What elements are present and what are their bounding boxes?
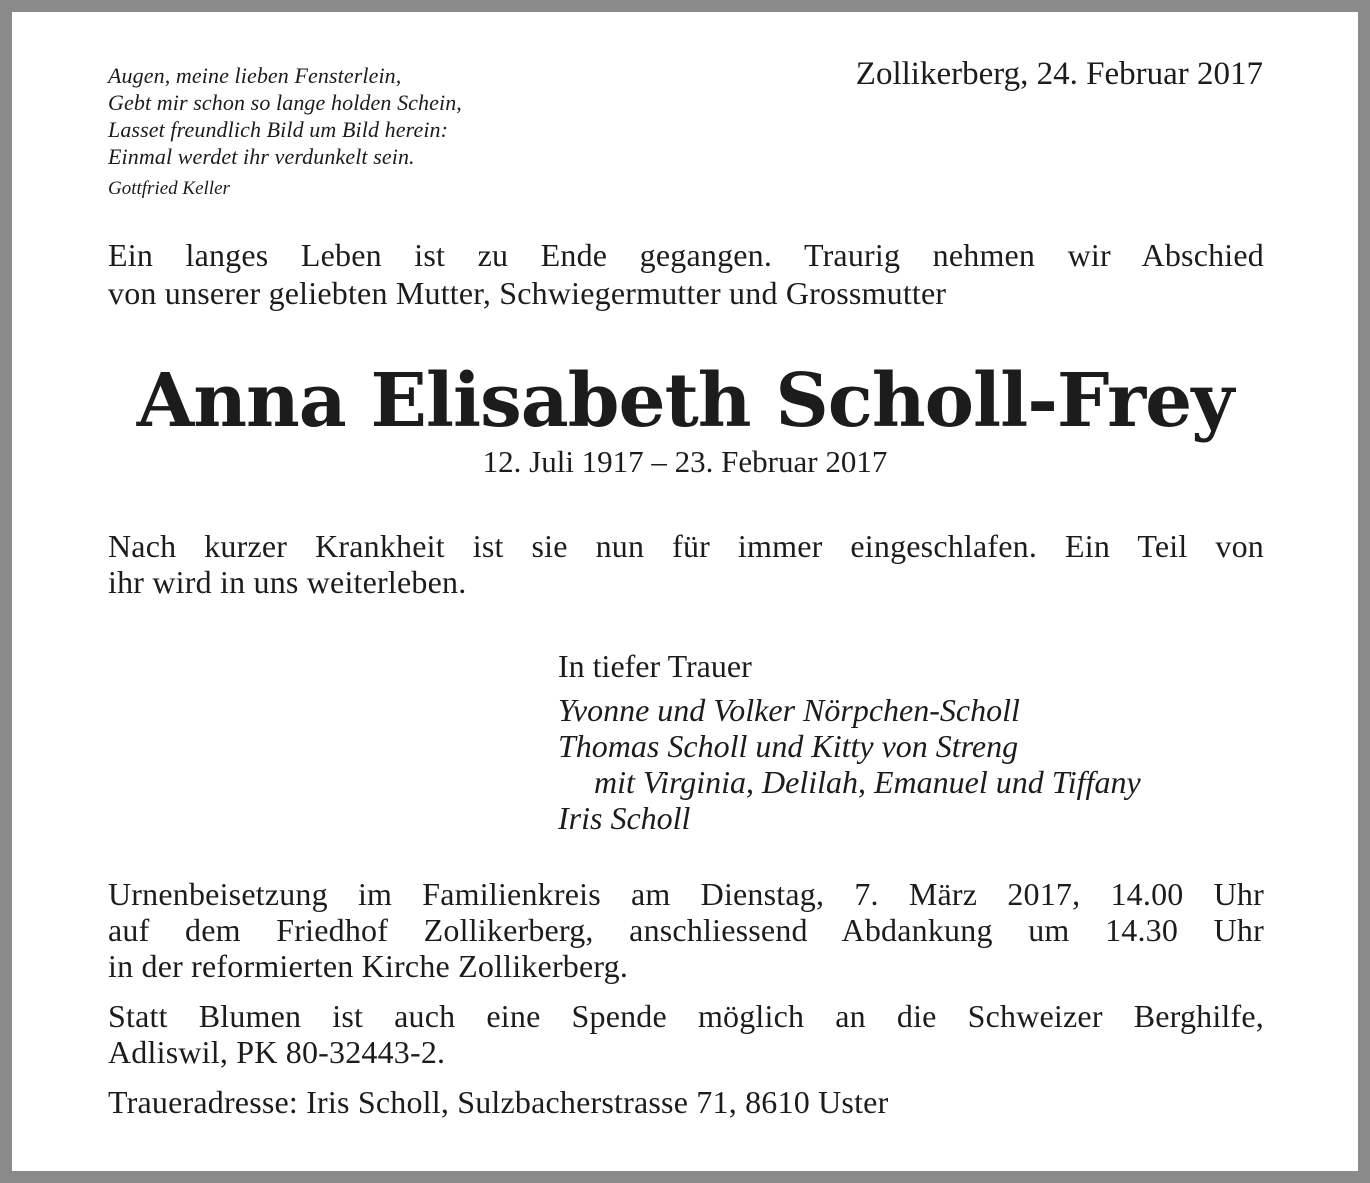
poem-line: Augen, meine lieben Fensterlein, [108,63,402,88]
burial-paragraph [108,876,1264,984]
paragraph-line: Urnenbeisetzung im Familienkreis am Dienstag, 7. März 2017, 14.00 Uhr [108,876,1264,912]
paragraph-line: Statt Blumen ist auch eine Spende möglich an die Schweizer Berghilfe, [108,998,1264,1034]
paragraph-line: Nach kurzer Krankheit ist sie nun für immer eingeschlafen. Ein Teil von [108,528,1264,564]
poem-author: Gottfried Keller [108,178,230,199]
place-date: Zollikerberg, 24. Februar 2017 [855,56,1263,92]
poem-line: Gebt mir schon so lange holden Schein, [108,90,462,115]
intro-text [108,236,1264,312]
paragraph-line: in der reformierten Kirche Zollikerberg. [108,948,629,984]
mourner-name: mit Virginia, Delilah, Emanuel und Tiffany [594,764,1141,800]
obituary-notice [12,12,1358,1171]
mourner-name: Iris Scholl [558,800,691,836]
paragraph-line: Adliswil, PK 80-32443-2. [108,1034,446,1070]
lifespan-dates: 12. Juli 1917 – 23. Februar 2017 [482,444,888,479]
poem-line: Lasset freundlich Bild um Bild herein: [108,117,449,142]
intro-line: von unserer geliebten Mutter, Schwiegermutter und Grossmutter [108,275,947,311]
mourners-block [558,646,1141,836]
deceased-name: Anna Elisabeth Scholl-Frey [136,358,1234,444]
poem-line: Einmal werdet ihr verdunkelt sein. [108,144,415,169]
intro-line: Ein langes Leben ist zu Ende gegangen. Traurig nehmen wir Abschied [108,237,1264,273]
mourner-name: Thomas Scholl und Kitty von Streng [558,728,1019,764]
mourner-name: Yvonne und Volker Nörpchen-Scholl [558,692,1020,728]
paragraph-line: auf dem Friedhof Zollikerberg, anschliessend Abdankung um 14.30 Uhr [108,912,1264,948]
mourning-address [108,1084,1264,1120]
illness-paragraph [108,528,1264,600]
donation-paragraph [108,998,1264,1070]
mourners-heading: In tiefer Trauer [558,648,752,684]
paragraph-line: Traueradresse: Iris Scholl, Sulzbacherstrasse 71, 8610 Uster [108,1084,889,1120]
paragraph-line: ihr wird in uns weiterleben. [108,564,467,600]
poem-quote [108,62,462,170]
